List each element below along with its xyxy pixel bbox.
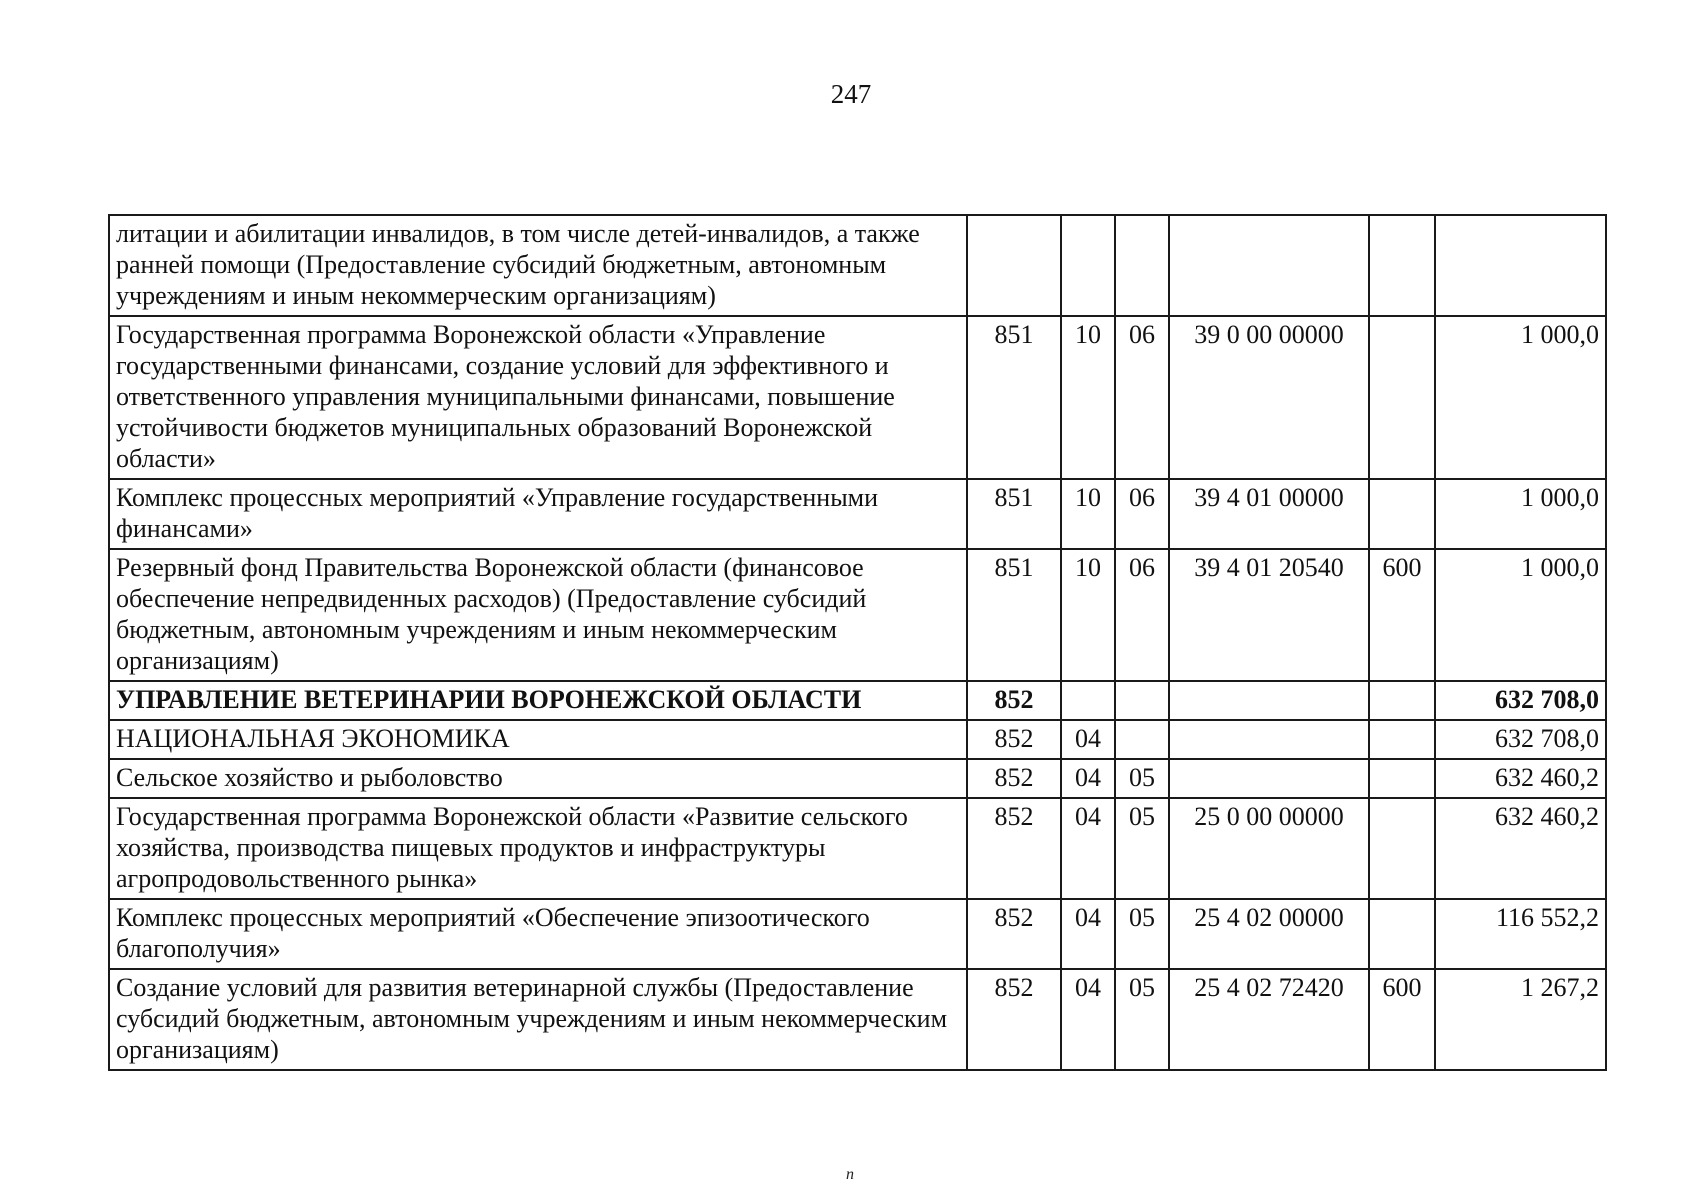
target-article-cell (1169, 215, 1369, 316)
target-article-cell (1169, 720, 1369, 759)
expense-type-cell: 600 (1369, 549, 1435, 681)
amount-cell: 1 000,0 (1435, 549, 1606, 681)
section-code-cell: 10 (1061, 549, 1115, 681)
expense-type-cell (1369, 215, 1435, 316)
target-article-cell (1169, 759, 1369, 798)
ministry-code-cell (967, 215, 1061, 316)
table-row (109, 316, 1606, 479)
ministry-code-cell: 851 (967, 549, 1061, 681)
table-row (109, 479, 1606, 549)
amount-cell: 1 000,0 (1435, 316, 1606, 479)
ministry-code-cell: 852 (967, 969, 1061, 1070)
section-code-cell: 04 (1061, 969, 1115, 1070)
budget-table (108, 214, 1607, 1071)
section-code-cell: 10 (1061, 479, 1115, 549)
target-article-cell: 25 4 02 72420 (1169, 969, 1369, 1070)
description-cell: Комплекс процессных мероприятий «Управление государственными финансами» (109, 479, 967, 549)
expense-type-cell (1369, 479, 1435, 549)
amount-cell: 632 708,0 (1435, 681, 1606, 720)
subsection-code-cell: 05 (1115, 899, 1169, 969)
amount-cell: 632 460,2 (1435, 759, 1606, 798)
table-row (109, 549, 1606, 681)
table-row (109, 720, 1606, 759)
ministry-code-cell: 852 (967, 681, 1061, 720)
amount-cell: 632 708,0 (1435, 720, 1606, 759)
subsection-code-cell (1115, 215, 1169, 316)
table-row (109, 215, 1606, 316)
description-cell: НАЦИОНАЛЬНАЯ ЭКОНОМИКА (109, 720, 967, 759)
table-row (109, 798, 1606, 899)
description-cell: литации и абилитации инвалидов, в том числе детей-инвалидов, а также ранней помощи (Предоставление субсидий бюджетным, автономным учреждениям и иным некоммерческим организациям) (109, 215, 967, 316)
section-code-cell: 04 (1061, 798, 1115, 899)
ministry-code-cell: 852 (967, 798, 1061, 899)
target-article-cell: 39 0 00 00000 (1169, 316, 1369, 479)
section-code-cell: 10 (1061, 316, 1115, 479)
description-cell: Создание условий для развития ветеринарной службы (Предоставление субсидий бюджетным, автономным учреждениям и иным некоммерческим организациям) (109, 969, 967, 1070)
ministry-code-cell: 852 (967, 899, 1061, 969)
target-article-cell (1169, 681, 1369, 720)
table-body (109, 215, 1606, 1070)
description-cell: УПРАВЛЕНИЕ ВЕТЕРИНАРИИ ВОРОНЕЖСКОЙ ОБЛАСТИ (109, 681, 967, 720)
amount-cell (1435, 215, 1606, 316)
expense-type-cell: 600 (1369, 969, 1435, 1070)
expense-type-cell (1369, 681, 1435, 720)
ministry-code-cell: 852 (967, 720, 1061, 759)
table-row (109, 899, 1606, 969)
expense-type-cell (1369, 759, 1435, 798)
amount-cell: 1 267,2 (1435, 969, 1606, 1070)
expense-type-cell (1369, 720, 1435, 759)
ministry-code-cell: 852 (967, 759, 1061, 798)
table-row (109, 969, 1606, 1070)
amount-cell: 1 000,0 (1435, 479, 1606, 549)
section-code-cell: 04 (1061, 720, 1115, 759)
subsection-code-cell: 05 (1115, 969, 1169, 1070)
ministry-code-cell: 851 (967, 479, 1061, 549)
subsection-code-cell: 06 (1115, 549, 1169, 681)
target-article-cell: 25 0 00 00000 (1169, 798, 1369, 899)
section-code-cell: 04 (1061, 759, 1115, 798)
section-code-cell (1061, 681, 1115, 720)
amount-cell: 632 460,2 (1435, 798, 1606, 899)
page-number: 247 (830, 79, 872, 109)
target-article-cell: 25 4 02 00000 (1169, 899, 1369, 969)
target-article-cell: 39 4 01 00000 (1169, 479, 1369, 549)
subsection-code-cell: 05 (1115, 759, 1169, 798)
description-cell: Государственная программа Воронежской области «Развитие сельского хозяйства, производства пищевых продуктов и инфраструктуры агропродовольственного рынка» (109, 798, 967, 899)
expense-type-cell (1369, 798, 1435, 899)
section-code-cell: 04 (1061, 899, 1115, 969)
subsection-code-cell: 05 (1115, 798, 1169, 899)
subsection-code-cell (1115, 720, 1169, 759)
target-article-cell: 39 4 01 20540 (1169, 549, 1369, 681)
table-row (109, 681, 1606, 720)
expense-type-cell (1369, 899, 1435, 969)
ministry-code-cell: 851 (967, 316, 1061, 479)
expense-type-cell (1369, 316, 1435, 479)
amount-cell: 116 552,2 (1435, 899, 1606, 969)
description-cell: Сельское хозяйство и рыболовство (109, 759, 967, 798)
stray-mark: n (846, 1166, 854, 1183)
subsection-code-cell: 06 (1115, 479, 1169, 549)
description-cell: Комплекс процессных мероприятий «Обеспечение эпизоотического благополучия» (109, 899, 967, 969)
subsection-code-cell (1115, 681, 1169, 720)
subsection-code-cell: 06 (1115, 316, 1169, 479)
table-row (109, 759, 1606, 798)
section-code-cell (1061, 215, 1115, 316)
description-cell: Государственная программа Воронежской области «Управление государственными финансами, создание условий для эффективного и ответственного управления муниципальными финансами, повышение устойчивости бюджетов муниципальных образований Воронежской области» (109, 316, 967, 479)
description-cell: Резервный фонд Правительства Воронежской области (финансовое обеспечение непредвиденных расходов) (Предоставление субсидий бюджетным, автономным учреждениям и иным некоммерческим организациям) (109, 549, 967, 681)
